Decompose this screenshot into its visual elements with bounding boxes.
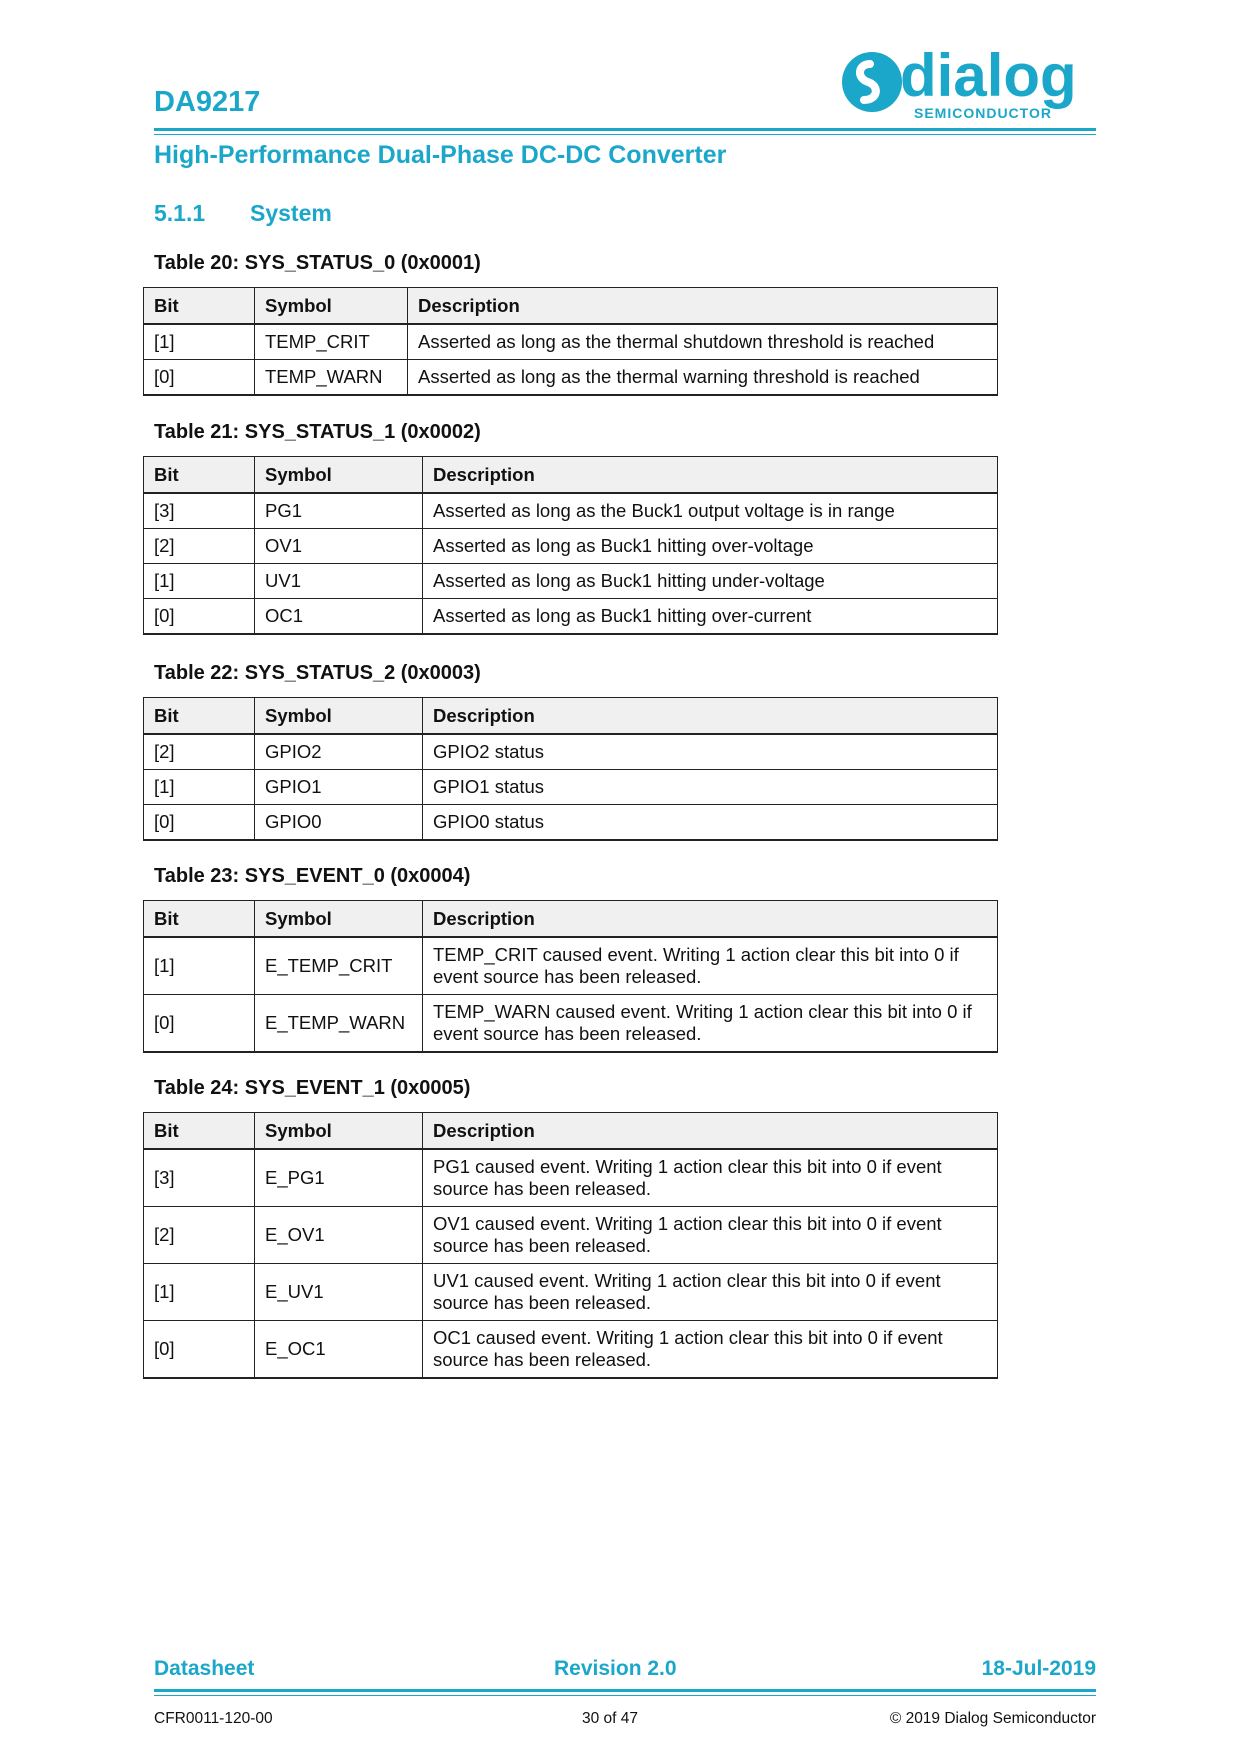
logo-subtext: SEMICONDUCTOR <box>914 105 1052 121</box>
cell-symbol: GPIO2 <box>255 734 423 770</box>
cell-bit: [0] <box>144 360 255 396</box>
dialog-logo <box>836 38 1096 124</box>
cell-description: UV1 caused event. Writing 1 action clear this bit into 0 if event source has been released. <box>423 1264 998 1321</box>
cell-symbol: GPIO0 <box>255 805 423 841</box>
cell-description: Asserted as long as Buck1 hitting under-voltage <box>423 564 998 599</box>
table-row <box>144 1321 998 1379</box>
table-row <box>144 493 998 529</box>
register-table <box>143 900 998 1053</box>
logo-wordmark: dialog <box>900 42 1077 109</box>
cell-description: Asserted as long as Buck1 hitting over-current <box>423 599 998 635</box>
register-table <box>143 697 998 841</box>
header-symbol: Symbol <box>255 457 423 494</box>
header-symbol: Symbol <box>255 901 423 938</box>
cell-symbol: E_UV1 <box>255 1264 423 1321</box>
section-heading <box>154 200 332 227</box>
header-symbol: Symbol <box>255 1113 423 1150</box>
cell-bit: [2] <box>144 1207 255 1264</box>
cell-description: Asserted as long as the thermal warning threshold is reached <box>408 360 998 396</box>
table-row <box>144 564 998 599</box>
cell-symbol: GPIO1 <box>255 770 423 805</box>
section-title: System <box>250 200 332 226</box>
section-number: 5.1.1 <box>154 200 206 226</box>
cell-bit: [0] <box>144 1321 255 1379</box>
register-table <box>143 1112 998 1379</box>
header-bit: Bit <box>144 288 255 325</box>
cell-description: PG1 caused event. Writing 1 action clear this bit into 0 if event source has been released. <box>423 1149 998 1207</box>
table-row <box>144 599 998 635</box>
table-row <box>144 770 998 805</box>
product-name: DA9217 <box>154 86 261 118</box>
header-description: Description <box>423 457 998 494</box>
table-row <box>144 324 998 360</box>
table-row <box>144 995 998 1053</box>
cell-symbol: E_OV1 <box>255 1207 423 1264</box>
cell-bit: [0] <box>144 599 255 635</box>
header-rule <box>154 128 1096 131</box>
cell-description: TEMP_WARN caused event. Writing 1 action clear this bit into 0 if event source has been released. <box>423 995 998 1053</box>
cell-bit: [1] <box>144 564 255 599</box>
cell-symbol: OV1 <box>255 529 423 564</box>
cell-description: Asserted as long as the Buck1 output voltage is in range <box>423 493 998 529</box>
table-row <box>144 1264 998 1321</box>
header-bit: Bit <box>144 698 255 735</box>
cell-symbol: UV1 <box>255 564 423 599</box>
cell-description: GPIO1 status <box>423 770 998 805</box>
cell-bit: [0] <box>144 805 255 841</box>
table-row <box>144 1207 998 1264</box>
footer-date: 18-Jul-2019 <box>981 1657 1096 1680</box>
header-rule-thin <box>154 134 1096 135</box>
cell-bit: [1] <box>144 324 255 360</box>
header-description: Description <box>408 288 998 325</box>
footer-rule-thin <box>154 1695 1096 1696</box>
header-description: Description <box>423 1113 998 1150</box>
cell-bit: [2] <box>144 734 255 770</box>
header-symbol: Symbol <box>255 698 423 735</box>
header-description: Description <box>423 698 998 735</box>
cell-symbol: TEMP_CRIT <box>255 324 408 360</box>
table-row <box>144 805 998 841</box>
cell-bit: [1] <box>144 1264 255 1321</box>
footer-doc-type: Datasheet <box>154 1657 255 1680</box>
table-row <box>144 734 998 770</box>
cell-description: TEMP_CRIT caused event. Writing 1 action clear this bit into 0 if event source has been released. <box>423 937 998 995</box>
cell-bit: [2] <box>144 529 255 564</box>
cell-description: OC1 caused event. Writing 1 action clear this bit into 0 if event source has been released. <box>423 1321 998 1379</box>
cell-symbol: TEMP_WARN <box>255 360 408 396</box>
table-row <box>144 529 998 564</box>
cell-bit: [1] <box>144 770 255 805</box>
header-bit: Bit <box>144 901 255 938</box>
cell-description: Asserted as long as Buck1 hitting over-voltage <box>423 529 998 564</box>
table-header-row <box>144 288 998 325</box>
table-header-row <box>144 698 998 735</box>
table-header-row <box>144 457 998 494</box>
cell-symbol: E_TEMP_CRIT <box>255 937 423 995</box>
cell-symbol: E_PG1 <box>255 1149 423 1207</box>
table-row <box>144 360 998 396</box>
cell-symbol: E_TEMP_WARN <box>255 995 423 1053</box>
cell-description: OV1 caused event. Writing 1 action clear this bit into 0 if event source has been released. <box>423 1207 998 1264</box>
cell-symbol: E_OC1 <box>255 1321 423 1379</box>
header-bit: Bit <box>144 457 255 494</box>
table-caption: Table 23: SYS_EVENT_0 (0x0004) <box>154 865 471 887</box>
register-table <box>143 456 998 635</box>
footer-page-number: 30 of 47 <box>582 1710 639 1727</box>
cell-symbol: PG1 <box>255 493 423 529</box>
register-table <box>143 287 998 396</box>
cell-description: GPIO0 status <box>423 805 998 841</box>
cell-bit: [3] <box>144 493 255 529</box>
footer-doc-id: CFR0011-120-00 <box>154 1710 273 1727</box>
table-caption: Table 21: SYS_STATUS_1 (0x0002) <box>154 421 481 443</box>
cell-bit: [3] <box>144 1149 255 1207</box>
table-header-row <box>144 901 998 938</box>
cell-bit: [0] <box>144 995 255 1053</box>
table-caption: Table 22: SYS_STATUS_2 (0x0003) <box>154 662 481 684</box>
table-caption: Table 24: SYS_EVENT_1 (0x0005) <box>154 1077 471 1099</box>
table-header-row <box>144 1113 998 1150</box>
table-row <box>144 937 998 995</box>
table-caption: Table 20: SYS_STATUS_0 (0x0001) <box>154 252 481 274</box>
footer-copyright: © 2019 Dialog Semiconductor <box>889 1710 1096 1727</box>
header-description: Description <box>423 901 998 938</box>
table-row <box>144 1149 998 1207</box>
header-bit: Bit <box>144 1113 255 1150</box>
footer-rule <box>154 1689 1096 1692</box>
footer-revision: Revision 2.0 <box>554 1657 677 1680</box>
header-symbol: Symbol <box>255 288 408 325</box>
document-subtitle: High-Performance Dual-Phase DC-DC Converter <box>154 141 727 169</box>
cell-description: GPIO2 status <box>423 734 998 770</box>
cell-symbol: OC1 <box>255 599 423 635</box>
cell-description: Asserted as long as the thermal shutdown threshold is reached <box>408 324 998 360</box>
cell-bit: [1] <box>144 937 255 995</box>
